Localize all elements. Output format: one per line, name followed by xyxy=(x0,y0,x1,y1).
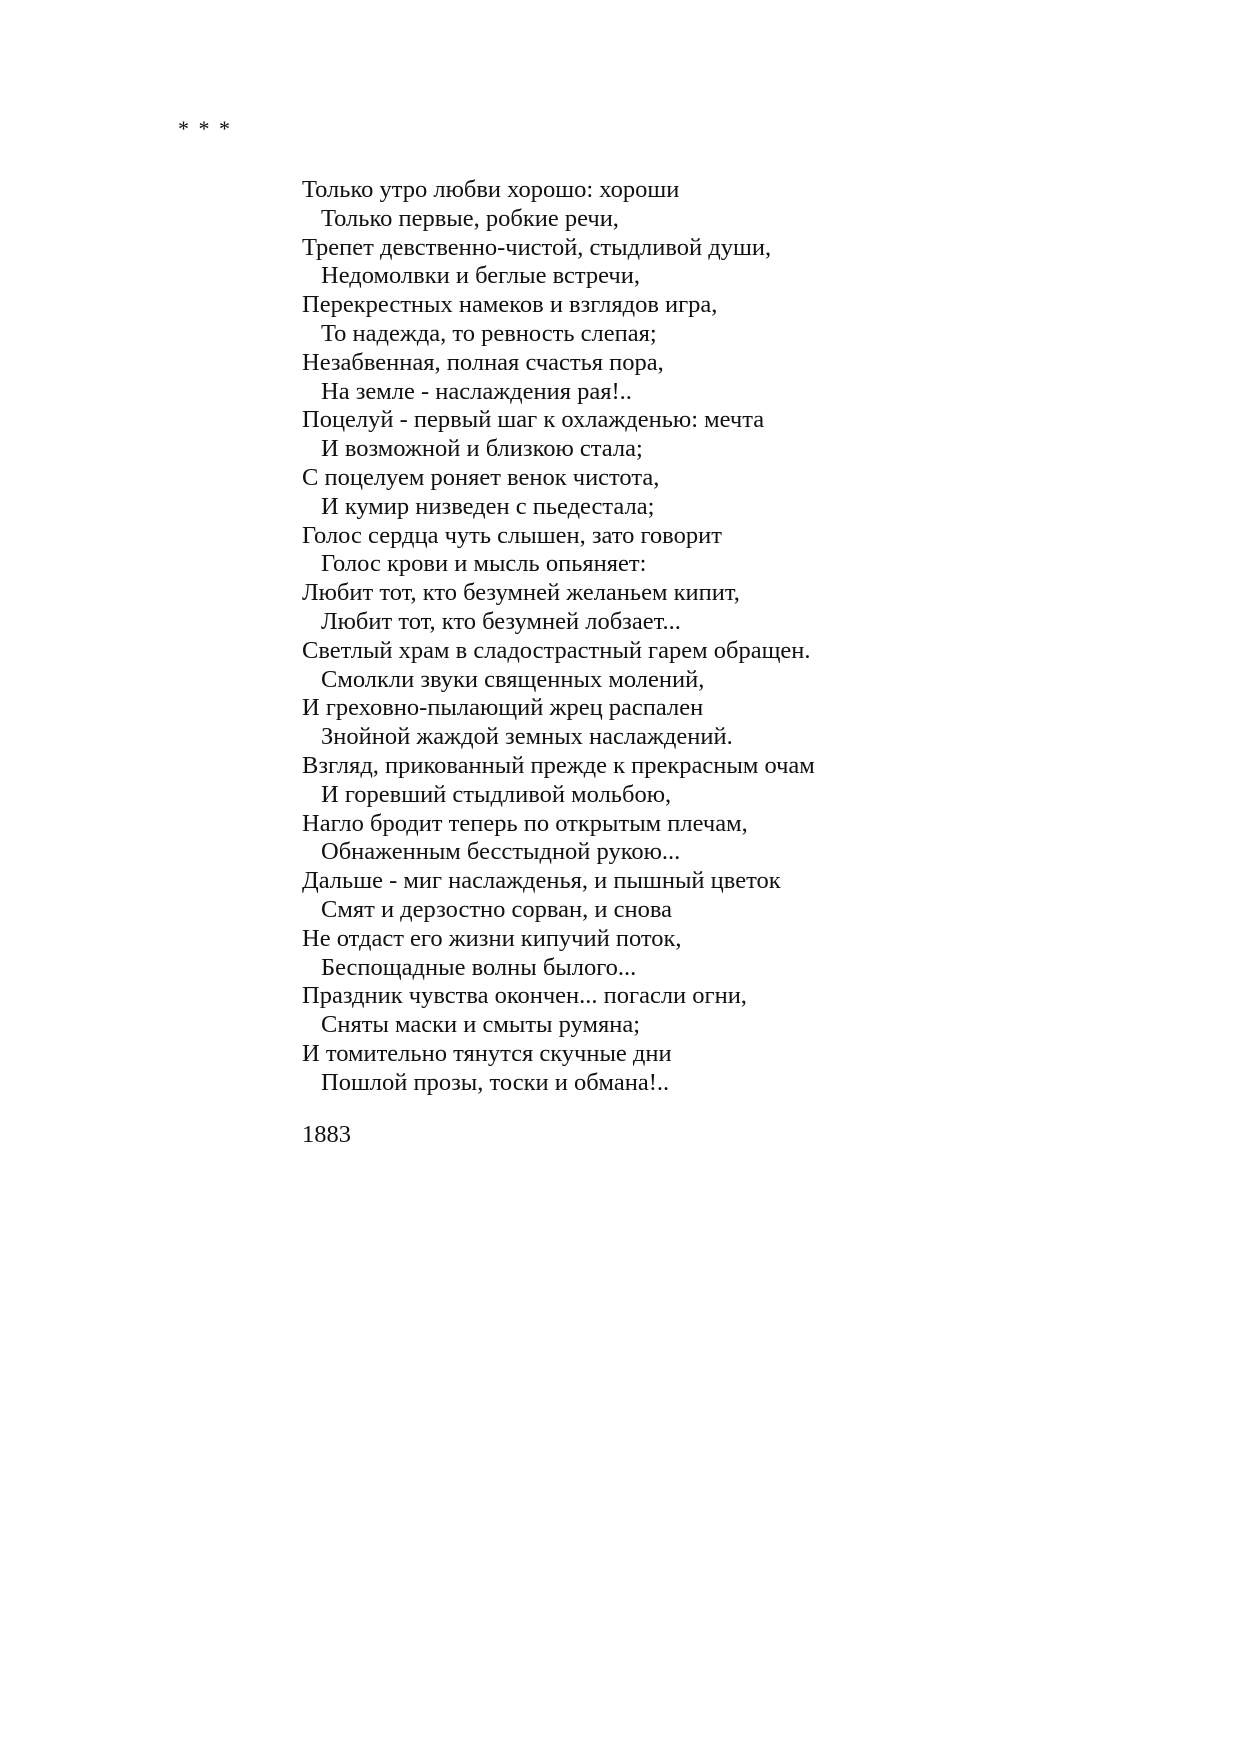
poem-line: На земле - наслаждения рая!.. xyxy=(321,377,632,405)
poem-line: То надежда, то ревность слепая; xyxy=(321,319,657,347)
poem-line: Недомолвки и беглые встречи, xyxy=(321,262,640,290)
poem-line: Дальше - миг наслажденья, и пышный цветок xyxy=(302,867,781,895)
poem-line: Праздник чувства окончен... погасли огни, xyxy=(302,982,747,1010)
poem-line: Трепет девственно-чистой, стыдливой души, xyxy=(302,233,772,261)
poem-line: Сняты маски и смыты румяна; xyxy=(321,1011,641,1039)
poem-line: Взгляд, прикованный прежде к прекрасным очам xyxy=(302,751,815,779)
poem-line: Только первые, робкие речи, xyxy=(321,204,619,232)
poem-line: И горевший стыдливой мольбою, xyxy=(321,780,672,808)
poem-year: 1883 xyxy=(302,1121,351,1148)
poem-line: Смят и дерзостно сорван, и снова xyxy=(321,895,672,923)
poem-body xyxy=(302,176,815,1098)
poem-line: Голос сердца чуть слышен, зато говорит xyxy=(302,521,722,549)
poem-line: И кумир низведен с пьедестала; xyxy=(321,492,655,520)
poem-line: И возможной и близкою стала; xyxy=(321,435,643,463)
poem-line: Только утро любви хорошо: хороши xyxy=(302,176,680,203)
poem-line: Поцелуй - первый шаг к охлажденью: мечта xyxy=(302,406,765,434)
poem-line: С поцелуем роняет венок чистота, xyxy=(302,463,660,491)
poem-line: Смолкли звуки священных молений, xyxy=(321,665,705,693)
poem-line: И томительно тянутся скучные дни xyxy=(302,1039,672,1067)
poem-line: Любит тот, кто безумней желаньем кипит, xyxy=(302,579,740,607)
poem-line: Нагло бродит теперь по открытым плечам, xyxy=(302,809,748,837)
poem-line: Любит тот, кто безумней лобзает... xyxy=(321,607,681,635)
poem-line: Светлый храм в сладострастный гарем обращен. xyxy=(302,636,811,664)
poem-line: Перекрестных намеков и взглядов игра, xyxy=(302,291,718,319)
section-separator: * * * xyxy=(178,116,232,141)
poem-line: Не отдаст его жизни кипучий поток, xyxy=(302,924,682,952)
poem-line: Пошлой прозы, тоски и обмана!.. xyxy=(321,1068,670,1096)
poem-line: Обнаженным бесстыдной рукою... xyxy=(321,838,681,866)
poem-line: Незабвенная, полная счастья пора, xyxy=(302,348,664,376)
poem-line: Беспощадные волны былого... xyxy=(321,953,637,981)
poem-line: Знойной жаждой земных наслаждений. xyxy=(321,723,733,751)
poem-line: Голос крови и мысль опьяняет: xyxy=(321,550,647,578)
poem-line: И греховно-пылающий жрец распален xyxy=(302,694,704,722)
